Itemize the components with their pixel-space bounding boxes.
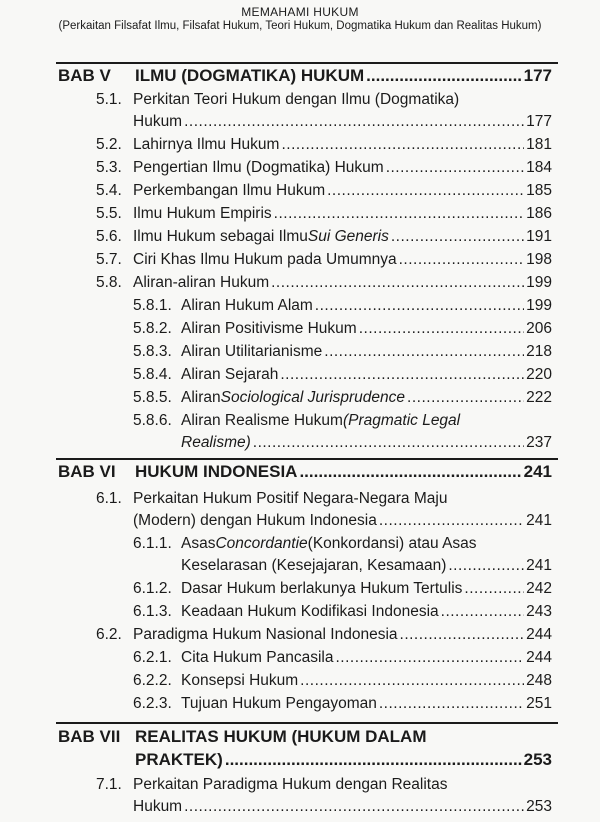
chapter-divider — [56, 458, 558, 460]
toc-entry-5-8-1[interactable]: 5.8.1. Aliran Hukum Alam ..... 199 — [133, 296, 552, 316]
running-header-subtitle: (Perkaitan Filsafat Ilmu, Filsafat Hukum, Teori Hukum, Dogmatika Hukum dan Realitas Hukum) — [58, 20, 542, 32]
toc-entry-6-1-cont[interactable]: (Modern) dengan Hukum Indonesia ..... 241 — [133, 511, 552, 531]
toc-chapter-6[interactable]: BAB VI HUKUM INDONESIA ..... 241 — [58, 462, 552, 482]
toc-chapter-7[interactable]: BAB VII REALITAS HUKUM (HUKUM DALAM — [58, 727, 427, 746]
toc-entry-6-2-1[interactable]: 6.2.1. Cita Hukum Pancasila ..... 244 — [133, 648, 552, 668]
toc-entry-6-1-2[interactable]: 6.1.2. Dasar Hukum berlakunya Hukum Tertulis ..... 242 — [133, 579, 552, 599]
toc-entry-5-6[interactable]: 5.6. Ilmu Hukum sebagai Ilmu Sui Generis ..... 191 — [96, 227, 552, 247]
toc-entry-6-2-2[interactable]: 6.2.2. Konsepsi Hukum ..... 248 — [133, 671, 552, 691]
running-header-title: MEMAHAMI HUKUM — [241, 5, 359, 19]
toc-entry-6-1-1[interactable]: 6.1.1. Asas Concordantie (Konkordansi) atau Asas — [133, 535, 477, 552]
toc-entry-7-1-cont[interactable]: Hukum ..... 253 — [133, 797, 552, 817]
toc-entry-7-1[interactable]: 7.1. Perkaitan Paradigma Hukum dengan Realitas — [96, 776, 448, 793]
toc-entry-6-2-3[interactable]: 6.2.3. Tujuan Hukum Pengayoman ..... 251 — [133, 694, 552, 714]
toc-entry-5-8[interactable]: 5.8. Aliran-aliran Hukum ..... 199 — [96, 273, 552, 293]
toc-entry-6-1-3[interactable]: 6.1.3. Keadaan Hukum Kodifikasi Indonesia ..... 243 — [133, 602, 552, 622]
chapter-divider — [56, 62, 558, 64]
toc-entry-5-8-4[interactable]: 5.8.4. Aliran Sejarah ..... 220 — [133, 365, 552, 385]
toc-entry-5-2[interactable]: 5.2. Lahirnya Ilmu Hukum ..... 181 — [96, 135, 552, 155]
toc-entry-5-4[interactable]: 5.4. Perkembangan Ilmu Hukum ..... 185 — [96, 181, 552, 201]
toc-entry-5-8-5[interactable]: 5.8.5. Aliran Sociological Jurisprudence ..... 222 — [133, 388, 552, 408]
chapter-divider — [56, 722, 558, 724]
toc-entry-6-1-1-cont[interactable]: Keselarasan (Kesejajaran, Kesamaan) ..... 241 — [181, 556, 552, 576]
toc-entry-6-1[interactable]: 6.1. Perkaitan Hukum Positif Negara-Negara Maju — [96, 490, 448, 507]
toc-entry-5-3[interactable]: 5.3. Pengertian Ilmu (Dogmatika) Hukum ..... 184 — [96, 158, 552, 178]
toc-entry-5-8-6[interactable]: 5.8.6. Aliran Realisme Hukum (Pragmatic Legal — [133, 412, 461, 429]
toc-entry-6-2[interactable]: 6.2. Paradigma Hukum Nasional Indonesia ..... 244 — [96, 625, 552, 645]
toc-chapter-7-cont[interactable]: PRAKTEK) ..... 253 — [135, 750, 552, 770]
toc-entry-5-5[interactable]: 5.5. Ilmu Hukum Empiris ..... 186 — [96, 204, 552, 224]
toc-entry-5-8-6-cont[interactable]: Realisme) ..... 237 — [181, 433, 552, 453]
toc-entry-5-8-2[interactable]: 5.8.2. Aliran Positivisme Hukum ..... 206 — [133, 319, 552, 339]
toc-chapter-5[interactable]: BAB V ILMU (DOGMATIKA) HUKUM ..... 177 — [58, 66, 552, 86]
toc-entry-5-1-cont[interactable]: Hukum ..... 177 — [133, 112, 552, 132]
toc-entry-5-1[interactable]: 5.1. Perkitan Teori Hukum dengan Ilmu (Dogmatika) — [96, 91, 460, 108]
toc-entry-5-7[interactable]: 5.7. Ciri Khas Ilmu Hukum pada Umumnya ..... 198 — [96, 250, 552, 270]
toc-entry-5-8-3[interactable]: 5.8.3. Aliran Utilitarianisme ..... 218 — [133, 342, 552, 362]
